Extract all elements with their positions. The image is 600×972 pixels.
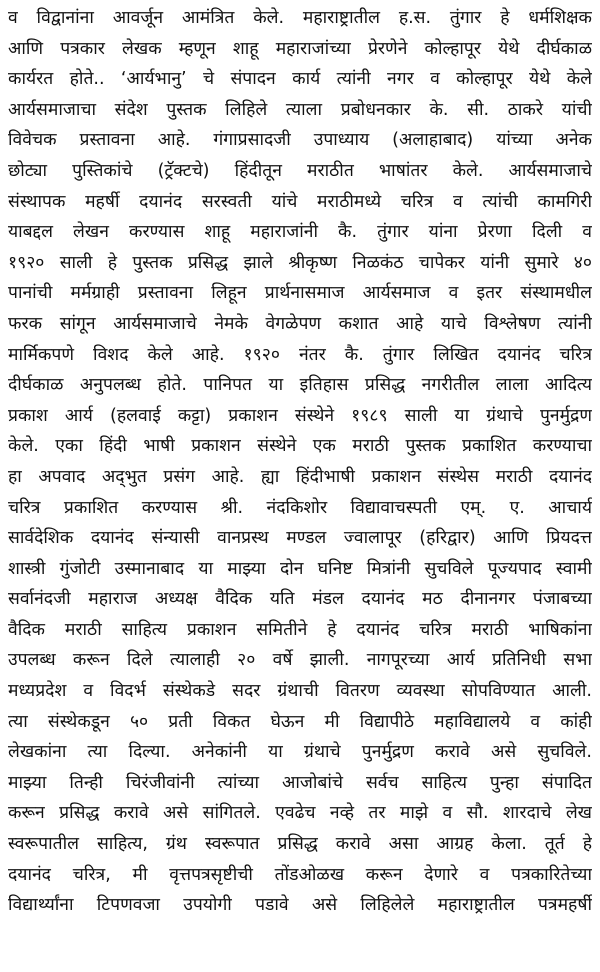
text-line: सार्वदेशिक दयानंद संन्यासी वानप्रस्थ मण्डल ज्वालापूर (हरिद्वार) आणि प्रियदत्त (8, 528, 592, 549)
text-line: छोट्या पुस्तिकांचे (ट्रॅक्टचे) हिंदीतून मराठीत भाषांतर केले. आर्यसमाजाचे (8, 160, 592, 181)
text-line: व विद्वानांना आवर्जून आमंत्रित केले. महाराष्ट्रातील ह.स. तुंगार हे धर्मशिक्षक (8, 8, 592, 28)
text-line: पानांची मर्मग्राही प्रस्तावना लिहून प्रार्थनासमाज आर्यसमाज व इतर संस्थामधील (8, 283, 592, 304)
text-line: लेखकांना त्या दिल्या. अनेकांनी या ग्रंथाचे पुनर्मुद्रण करावे असे सुचविले. (8, 742, 592, 763)
text-line: संस्थापक महर्षी दयानंद सरस्वती यांचे मराठीमध्ये चरित्र व त्यांची कामगिरी (8, 191, 592, 212)
text-line: आर्यसमाजाचा संदेश पुस्तक लिहिले त्याला प्रबोधनकार के. सी. ठाकरे यांची (8, 99, 592, 120)
text-line: १९२० साली हे पुस्तक प्रसिद्ध झाले श्रीकृष्ण निळकंठ चापेकर यांनी सुमारे ४० (8, 252, 592, 273)
text-line: माझ्या तिन्ही चिरंजीवांनी त्यांच्या आजोबांचे सर्वच साहित्य पुन्हा संपादित (8, 772, 592, 793)
text-line: त्या संस्थेकडून ५० प्रती विकत घेऊन मी विद्यापीठे महाविद्यालये व कांही (8, 711, 592, 732)
text-line: केले. एका हिंदी भाषी प्रकाशन संस्थेने एक मराठी पुस्तक प्रकाशित करण्याचा (8, 436, 592, 457)
text-line: दीर्घकाळ अनुपलब्ध होते. पानिपत या इतिहास प्रसिद्ध नगरीतील लाला आदित्य (8, 375, 592, 396)
text-line: शास्त्री गुंजोटी उस्मानाबाद या माझ्या दोन घनिष्ट मित्रांनी सुचविले पूज्यपाद स्वामी (8, 558, 592, 579)
text-line: कार्यरत होते.. ‘आर्यभानु’ चे संपादन कार्य त्यांनी नगर व कोल्हापूर येथे केले (8, 69, 592, 90)
text-line: उपलब्ध करून दिले त्यालाही २० वर्षे झाली. नागपूरच्या आर्य प्रतिनिधी सभा (8, 650, 592, 671)
text-line: करून प्रसिद्ध करावे असे सांगितले. एवढेच नव्हे तर माझे व सौ. शारदाचे लेख (8, 803, 592, 824)
text-line: याबद्दल लेखन करण्यास शाहू महाराजांनी कै. तुंगार यांना प्रेरणा दिली व (8, 222, 592, 243)
text-line: फरक सांगून आर्यसमाजाचे नेमके वेगळेपण कशात आहे याचे विश्लेषण त्यांनी (8, 313, 592, 334)
text-line: चरित्र प्रकाशित करण्यास श्री. नंदकिशोर विद्यावाचस्पती एम्‌. ए. आचार्य (8, 497, 592, 518)
text-line: आणि पत्रकार लेखक म्हणून शाहू महाराजांच्या प्रेरणेने कोल्हापूर येथे दीर्घकाळ (8, 38, 592, 59)
text-line: सर्वानंदजी महाराज अध्यक्ष वैदिक यति मंडल दयानंद मठ दीनानगर पंजाबच्या (8, 589, 592, 610)
text-line: दयानंद चरित्र, मी वृत्तपत्रसृष्टीची तोंडओळख करून देणारे व पत्रकारितेच्या (8, 864, 592, 885)
text-line: मार्मिकपणे विशद केले आहे. १९२० नंतर कै. तुंगार लिखित दयानंद चरित्र (8, 344, 592, 365)
text-line: प्रकाश आर्य (हलवाई कट्टा) प्रकाशन संस्थेने १९८९ साली या ग्रंथाचे पुनर्मुद्रण (8, 405, 592, 426)
text-line: स्वरूपातील साहित्य, ग्रंथ स्वरूपात प्रसिद्ध करावे असा आग्रह केला. तूर्त हे (8, 834, 592, 855)
text-line: मध्यप्रदेश व विदर्भ संस्थेकडे सदर ग्रंथाची वितरण व्यवस्था सोपविण्यात आली. (8, 681, 592, 702)
text-line: हा अपवाद अद्‌भुत प्रसंग आहे. ह्या हिंदीभाषी प्रकाशन संस्थेस मराठी दयानंद (8, 466, 592, 487)
text-line: विद्यार्थ्यांना टिपणवजा उपयोगी पडावे असे लिहिलेले महाराष्ट्रातील पत्रमहर्षी (8, 895, 592, 916)
text-line: वैदिक मराठी साहित्य प्रकाशन समितीने हे दयानंद चरित्र मराठी भाषिकांना (8, 619, 592, 640)
text-line: विवेचक प्रस्तावना आहे. गंगाप्रसादजी उपाध्याय (अलाहाबाद) यांच्या अनेक (8, 130, 592, 151)
